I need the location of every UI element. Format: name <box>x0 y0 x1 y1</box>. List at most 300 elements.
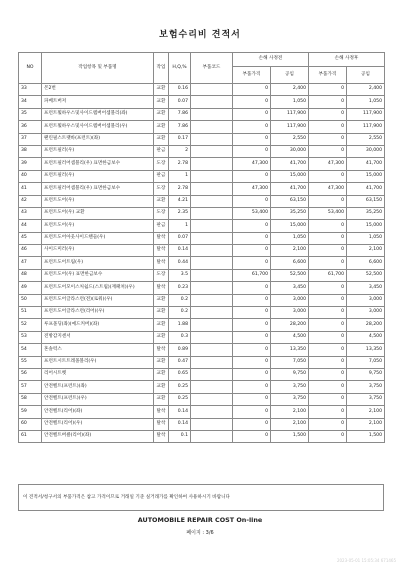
cell-before-parts-price: 0 <box>233 344 271 356</box>
cell-no: 49 <box>19 282 42 294</box>
cell-after-labor: 52,500 <box>347 269 385 281</box>
table-body <box>19 84 385 443</box>
cell-part-code <box>191 84 233 96</box>
cell-after-parts-price: 0 <box>309 282 347 294</box>
cell-work: 도장 <box>154 183 169 195</box>
cell-hqty: 0.07 <box>169 232 191 244</box>
table-row <box>19 331 385 343</box>
cell-work: 교환 <box>154 307 169 319</box>
cell-work: 교환 <box>154 294 169 306</box>
header-no: NO <box>19 53 42 84</box>
cell-no: 42 <box>19 195 42 207</box>
disclaimer-note: 이 견적서/청구서의 부품가격은 참고 가격이므로 거래일 기준 실거래가를 확인하여 사용하시기 바랍니다 <box>18 484 384 511</box>
cell-before-labor: 2,100 <box>271 418 309 430</box>
cell-item: 안전벨트(프런트)(좌) <box>42 381 154 393</box>
cell-part-code <box>191 121 233 133</box>
cell-before-parts-price: 0 <box>233 96 271 108</box>
cell-after-labor: 1,500 <box>347 430 385 442</box>
cell-before-parts-price: 0 <box>233 406 271 418</box>
cell-work: 교환 <box>154 96 169 108</box>
cell-part-code <box>191 430 233 442</box>
cell-part-code <box>191 269 233 281</box>
cell-hqty: 1 <box>169 220 191 232</box>
cell-hqty: 0.89 <box>169 344 191 356</box>
cell-no: 45 <box>19 232 42 244</box>
cell-before-parts-price: 0 <box>233 307 271 319</box>
cell-after-parts-price: 0 <box>309 393 347 405</box>
cell-no: 59 <box>19 406 42 418</box>
cell-work: 교환 <box>154 121 169 133</box>
cell-work: 교환 <box>154 319 169 331</box>
cell-hqty: 2 <box>169 145 191 157</box>
cell-item: 사이드미러(우) <box>42 245 154 257</box>
cell-item: 안전벨트(리어)(좌) <box>42 406 154 418</box>
cell-item: 프런트도어(우) <box>42 220 154 232</box>
cell-before-labor: 7,050 <box>271 356 309 368</box>
cell-after-labor: 13,350 <box>347 344 385 356</box>
cell-work: 탈착 <box>154 406 169 418</box>
cell-after-parts-price: 0 <box>309 294 347 306</box>
cell-item: 프런트시트트레몰볼리(우) <box>42 356 154 368</box>
cell-after-parts-price: 0 <box>309 344 347 356</box>
cell-part-code <box>191 96 233 108</box>
cell-before-parts-price: 61,700 <box>233 269 271 281</box>
cell-part-code <box>191 183 233 195</box>
header-part-code: 부품코드 <box>191 53 233 84</box>
cell-after-parts-price: 0 <box>309 307 347 319</box>
cell-after-labor: 28,200 <box>347 319 385 331</box>
cell-part-code <box>191 319 233 331</box>
cell-after-parts-price: 0 <box>309 232 347 244</box>
cell-before-labor: 1,050 <box>271 232 309 244</box>
cell-before-labor: 6,600 <box>271 257 309 269</box>
table-row <box>19 393 385 405</box>
cell-after-labor: 7,050 <box>347 356 385 368</box>
cell-hqty: 4.21 <box>169 195 191 207</box>
cell-part-code <box>191 368 233 380</box>
cell-part-code <box>191 294 233 306</box>
cell-after-parts-price: 0 <box>309 108 347 120</box>
cell-before-parts-price: 0 <box>233 133 271 145</box>
cell-work: 교환 <box>154 393 169 405</box>
cell-hqty: 0.14 <box>169 245 191 257</box>
cell-item: 프런트도어(우) 교환 <box>42 207 154 219</box>
cell-no: 36 <box>19 121 42 133</box>
cell-before-parts-price: 0 <box>233 418 271 430</box>
table-row <box>19 232 385 244</box>
header-after-parts-price: 부품가격 <box>309 67 347 84</box>
header-before-parts-price: 부품가격 <box>233 67 271 84</box>
cell-after-parts-price: 61,700 <box>309 269 347 281</box>
cell-hqty: 0.07 <box>169 96 191 108</box>
cell-before-parts-price: 0 <box>233 356 271 368</box>
table-row <box>19 84 385 96</box>
header-before-labor: 공임 <box>271 67 309 84</box>
cell-part-code <box>191 307 233 319</box>
table-row <box>19 381 385 393</box>
cell-after-parts-price: 0 <box>309 319 347 331</box>
table-row <box>19 418 385 430</box>
cell-hqty: 0.2 <box>169 307 191 319</box>
cell-before-labor: 28,200 <box>271 319 309 331</box>
cell-hqty: 0.25 <box>169 381 191 393</box>
cell-hqty: 1 <box>169 170 191 182</box>
cell-work: 교환 <box>154 195 169 207</box>
cell-no: 34 <box>19 96 42 108</box>
cell-item: 프런트휠하우스및사이드멤버어셈블리(우) <box>42 121 154 133</box>
cell-before-labor: 41,700 <box>271 158 309 170</box>
cell-part-code <box>191 158 233 170</box>
estimate-table <box>18 52 385 443</box>
cell-after-labor: 2,100 <box>347 418 385 430</box>
cell-before-labor: 15,000 <box>271 220 309 232</box>
cell-hqty: 0.2 <box>169 294 191 306</box>
table-row <box>19 356 385 368</box>
cell-after-parts-price: 0 <box>309 331 347 343</box>
cell-item: 프런트도어모이스처쉴드(스트립)(재패쳐)(우) <box>42 282 154 294</box>
cell-no: 55 <box>19 356 42 368</box>
cell-before-labor: 117,900 <box>271 108 309 120</box>
cell-before-labor: 52,500 <box>271 269 309 281</box>
cell-before-parts-price: 0 <box>233 331 271 343</box>
header-after-labor: 공임 <box>347 67 385 84</box>
footer-service-name: AUTOMOBILE REPAIR COST On-line <box>137 516 263 524</box>
table-row <box>19 344 385 356</box>
cell-no: 46 <box>19 245 42 257</box>
cell-after-parts-price: 0 <box>309 257 347 269</box>
cell-before-parts-price: 0 <box>233 121 271 133</box>
cell-before-parts-price: 0 <box>233 145 271 157</box>
cell-hqty: 0.17 <box>169 133 191 145</box>
cell-item: 프런트도어글라스런(전)(로워)(우) <box>42 294 154 306</box>
cell-after-labor: 3,750 <box>347 393 385 405</box>
cell-hqty: 0.23 <box>169 282 191 294</box>
table-row <box>19 121 385 133</box>
table-row <box>19 220 385 232</box>
cell-no: 57 <box>19 381 42 393</box>
cell-after-labor: 2,100 <box>347 245 385 257</box>
cell-part-code <box>191 282 233 294</box>
cell-before-parts-price: 0 <box>233 232 271 244</box>
cell-part-code <box>191 331 233 343</box>
cell-after-parts-price: 0 <box>309 96 347 108</box>
cell-after-parts-price: 0 <box>309 170 347 182</box>
cell-part-code <box>191 145 233 157</box>
cell-before-parts-price: 0 <box>233 170 271 182</box>
cell-hqty: 0.65 <box>169 368 191 380</box>
cell-after-labor: 15,000 <box>347 220 385 232</box>
cell-before-labor: 2,100 <box>271 406 309 418</box>
cell-before-parts-price: 0 <box>233 245 271 257</box>
cell-before-labor: 2,100 <box>271 245 309 257</box>
cell-part-code <box>191 381 233 393</box>
cell-before-labor: 1,500 <box>271 430 309 442</box>
cell-after-labor: 1,050 <box>347 232 385 244</box>
cell-before-labor: 3,750 <box>271 393 309 405</box>
cell-item: 혼솔럭스 <box>42 344 154 356</box>
cell-no: 60 <box>19 418 42 430</box>
cell-hqty: 1.88 <box>169 319 191 331</box>
cell-work: 탈착 <box>154 430 169 442</box>
cell-after-parts-price: 53,400 <box>309 207 347 219</box>
cell-no: 39 <box>19 158 42 170</box>
cell-before-parts-price: 0 <box>233 108 271 120</box>
cell-before-labor: 1,050 <box>271 96 309 108</box>
cell-item: 프런트도어(우) <box>42 195 154 207</box>
cell-work: 탈착 <box>154 257 169 269</box>
cell-after-parts-price: 0 <box>309 418 347 430</box>
cell-before-parts-price: 0 <box>233 294 271 306</box>
cell-no: 43 <box>19 207 42 219</box>
cell-after-labor: 2,550 <box>347 133 385 145</box>
cell-hqty: 0.1 <box>169 430 191 442</box>
cell-after-parts-price: 0 <box>309 220 347 232</box>
cell-item: 리어시트벳 <box>42 368 154 380</box>
cell-no: 38 <box>19 145 42 157</box>
cell-part-code <box>191 393 233 405</box>
cell-before-labor: 3,450 <box>271 282 309 294</box>
cell-after-labor: 4,500 <box>347 331 385 343</box>
cell-part-code <box>191 344 233 356</box>
table-row <box>19 319 385 331</box>
cell-part-code <box>191 356 233 368</box>
print-timestamp: 2023-05-01 15:05:34 671465 <box>336 558 396 563</box>
cell-item: 프런트도어글라스런(리어)(우) <box>42 307 154 319</box>
cell-part-code <box>191 406 233 418</box>
cell-work: 탈착 <box>154 344 169 356</box>
cell-no: 40 <box>19 170 42 182</box>
table-row <box>19 282 385 294</box>
cell-item: 프런트필러(우) <box>42 170 154 182</box>
cell-hqty: 7.86 <box>169 121 191 133</box>
cell-work: 교환 <box>154 84 169 96</box>
document-title: 보험수리비 견적서 <box>159 30 241 40</box>
cell-after-labor: 117,900 <box>347 121 385 133</box>
footer-page-number: 페이지 : 3/6 <box>186 530 214 536</box>
cell-after-parts-price: 0 <box>309 195 347 207</box>
cell-before-labor: 3,000 <box>271 294 309 306</box>
cell-before-labor: 3,750 <box>271 381 309 393</box>
cell-part-code <box>191 133 233 145</box>
cell-after-labor: 3,000 <box>347 307 385 319</box>
cell-part-code <box>191 195 233 207</box>
cell-after-parts-price: 0 <box>309 356 347 368</box>
cell-before-labor: 117,900 <box>271 121 309 133</box>
header-before-assessment: 손해 사정전 <box>233 53 309 67</box>
cell-no: 33 <box>19 84 42 96</box>
table-row <box>19 307 385 319</box>
cell-no: 53 <box>19 331 42 343</box>
cell-after-labor: 63,150 <box>347 195 385 207</box>
cell-after-labor: 41,700 <box>347 183 385 195</box>
table-row <box>19 207 385 219</box>
cell-part-code <box>191 207 233 219</box>
cell-hqty: 2.78 <box>169 158 191 170</box>
cell-work: 도장 <box>154 207 169 219</box>
cell-hqty: 0.14 <box>169 406 191 418</box>
cell-after-parts-price: 0 <box>309 406 347 418</box>
cell-no: 51 <box>19 307 42 319</box>
cell-no: 52 <box>19 319 42 331</box>
table-header <box>19 53 385 84</box>
cell-work: 탈착 <box>154 282 169 294</box>
cell-hqty: 0.47 <box>169 356 191 368</box>
cell-part-code <box>191 232 233 244</box>
cell-before-labor: 4,500 <box>271 331 309 343</box>
cell-item: 안전벨트(리어)(우) <box>42 418 154 430</box>
header-work: 작업 <box>154 53 169 84</box>
cell-before-parts-price: 0 <box>233 257 271 269</box>
cell-hqty: 0.16 <box>169 84 191 96</box>
cell-before-labor: 9,750 <box>271 368 309 380</box>
cell-work: 판금 <box>154 145 169 157</box>
table-row <box>19 133 385 145</box>
table-row <box>19 294 385 306</box>
cell-part-code <box>191 245 233 257</box>
cell-before-labor: 2,400 <box>271 84 309 96</box>
cell-before-parts-price: 0 <box>233 381 271 393</box>
cell-after-labor: 15,000 <box>347 170 385 182</box>
cell-work: 탈착 <box>154 418 169 430</box>
cell-item: 프런트도어아웃사이드핸들(우) <box>42 232 154 244</box>
cell-part-code <box>191 418 233 430</box>
header-after-assessment: 손해 사정후 <box>309 53 385 67</box>
cell-after-labor: 41,700 <box>347 158 385 170</box>
table-row <box>19 170 385 182</box>
cell-after-labor: 9,750 <box>347 368 385 380</box>
cell-item: 안전벨트(프런트)(우) <box>42 393 154 405</box>
header-item: 작업항목 및 부품명 <box>42 53 154 84</box>
cell-item: 프런트필러(우) <box>42 145 154 157</box>
cell-before-labor: 35,250 <box>271 207 309 219</box>
cell-work: 교환 <box>154 331 169 343</box>
cell-before-labor: 13,350 <box>271 344 309 356</box>
header-hqty: H,Q,% <box>169 53 191 84</box>
cell-after-labor: 2,400 <box>347 84 385 96</box>
table-row <box>19 145 385 157</box>
cell-no: 48 <box>19 269 42 281</box>
cell-after-parts-price: 47,300 <box>309 158 347 170</box>
cell-after-parts-price: 47,300 <box>309 183 347 195</box>
cell-work: 도장 <box>154 269 169 281</box>
table-row <box>19 368 385 380</box>
cell-part-code <box>191 220 233 232</box>
cell-item: 프런트필러어셈블리(우) 표면한금보수 <box>42 183 154 195</box>
cell-item: 프런트휠하우스및사이드멤버어셈블리(좌) <box>42 108 154 120</box>
table-row <box>19 257 385 269</box>
table-row <box>19 269 385 281</box>
cell-part-code <box>191 170 233 182</box>
cell-before-labor: 15,000 <box>271 170 309 182</box>
cell-hqty: 7.86 <box>169 108 191 120</box>
cell-after-parts-price: 0 <box>309 121 347 133</box>
cell-item: 전방감지센서 <box>42 331 154 343</box>
cell-before-parts-price: 0 <box>233 282 271 294</box>
cell-no: 37 <box>19 133 42 145</box>
cell-before-labor: 30,000 <box>271 145 309 157</box>
cell-after-parts-price: 0 <box>309 430 347 442</box>
cell-before-parts-price: 47,300 <box>233 158 271 170</box>
cell-before-parts-price: 0 <box>233 319 271 331</box>
cell-item: 프런트도어(우) 표면한금보수 <box>42 269 154 281</box>
cell-no: 61 <box>19 430 42 442</box>
cell-after-labor: 3,450 <box>347 282 385 294</box>
cell-after-labor: 6,600 <box>347 257 385 269</box>
table-row <box>19 96 385 108</box>
cell-work: 교환 <box>154 356 169 368</box>
cell-before-labor: 63,150 <box>271 195 309 207</box>
cell-after-labor: 3,750 <box>347 381 385 393</box>
cell-item: 프런트도어트림(우) <box>42 257 154 269</box>
cell-hqty: 3.5 <box>169 269 191 281</box>
cell-after-parts-price: 0 <box>309 368 347 380</box>
cell-before-parts-price: 53,400 <box>233 207 271 219</box>
table-row <box>19 158 385 170</box>
cell-work: 도장 <box>154 158 169 170</box>
cell-no: 54 <box>19 344 42 356</box>
cell-before-parts-price: 0 <box>233 393 271 405</box>
cell-work: 교환 <box>154 368 169 380</box>
cell-part-code <box>191 257 233 269</box>
cell-after-labor: 117,900 <box>347 108 385 120</box>
cell-after-labor: 3,000 <box>347 294 385 306</box>
cell-hqty: 0.25 <box>169 393 191 405</box>
cell-work: 탈착 <box>154 232 169 244</box>
cell-hqty: 0.3 <box>169 331 191 343</box>
cell-no: 41 <box>19 183 42 195</box>
table-row <box>19 195 385 207</box>
cell-after-labor: 2,100 <box>347 406 385 418</box>
cell-work: 판금 <box>154 220 169 232</box>
cell-item: 루프몰딩(좌)(예드커버)(좌) <box>42 319 154 331</box>
table-row <box>19 406 385 418</box>
cell-before-parts-price: 0 <box>233 430 271 442</box>
cell-no: 58 <box>19 393 42 405</box>
cell-before-labor: 3,000 <box>271 307 309 319</box>
cell-before-parts-price: 47,300 <box>233 183 271 195</box>
cell-before-parts-price: 0 <box>233 368 271 380</box>
cell-after-labor: 1,050 <box>347 96 385 108</box>
cell-before-parts-price: 0 <box>233 84 271 96</box>
cell-after-parts-price: 0 <box>309 245 347 257</box>
cell-before-parts-price: 0 <box>233 220 271 232</box>
cell-no: 44 <box>19 220 42 232</box>
cell-part-code <box>191 108 233 120</box>
cell-no: 47 <box>19 257 42 269</box>
cell-hqty: 2.35 <box>169 207 191 219</box>
table-row <box>19 245 385 257</box>
cell-item: 팬린필스트랫바(프런트)(좌) <box>42 133 154 145</box>
cell-item: 프런트필러어셈블리(우) 표면한금보수 <box>42 158 154 170</box>
cell-item: 안전벨트버클(리어)(좌) <box>42 430 154 442</box>
cell-before-labor: 41,700 <box>271 183 309 195</box>
cell-before-labor: 2,550 <box>271 133 309 145</box>
cell-no: 35 <box>19 108 42 120</box>
table-row <box>19 183 385 195</box>
cell-no: 56 <box>19 368 42 380</box>
cell-hqty: 0.44 <box>169 257 191 269</box>
cell-no: 50 <box>19 294 42 306</box>
cell-hqty: 0.14 <box>169 418 191 430</box>
cell-work: 교환 <box>154 133 169 145</box>
cell-work: 교환 <box>154 381 169 393</box>
cell-item: 몬2번 <box>42 84 154 96</box>
cell-after-parts-price: 0 <box>309 84 347 96</box>
cell-after-parts-price: 0 <box>309 133 347 145</box>
cell-work: 판금 <box>154 170 169 182</box>
cell-work: 탈착 <box>154 245 169 257</box>
table-row <box>19 430 385 442</box>
